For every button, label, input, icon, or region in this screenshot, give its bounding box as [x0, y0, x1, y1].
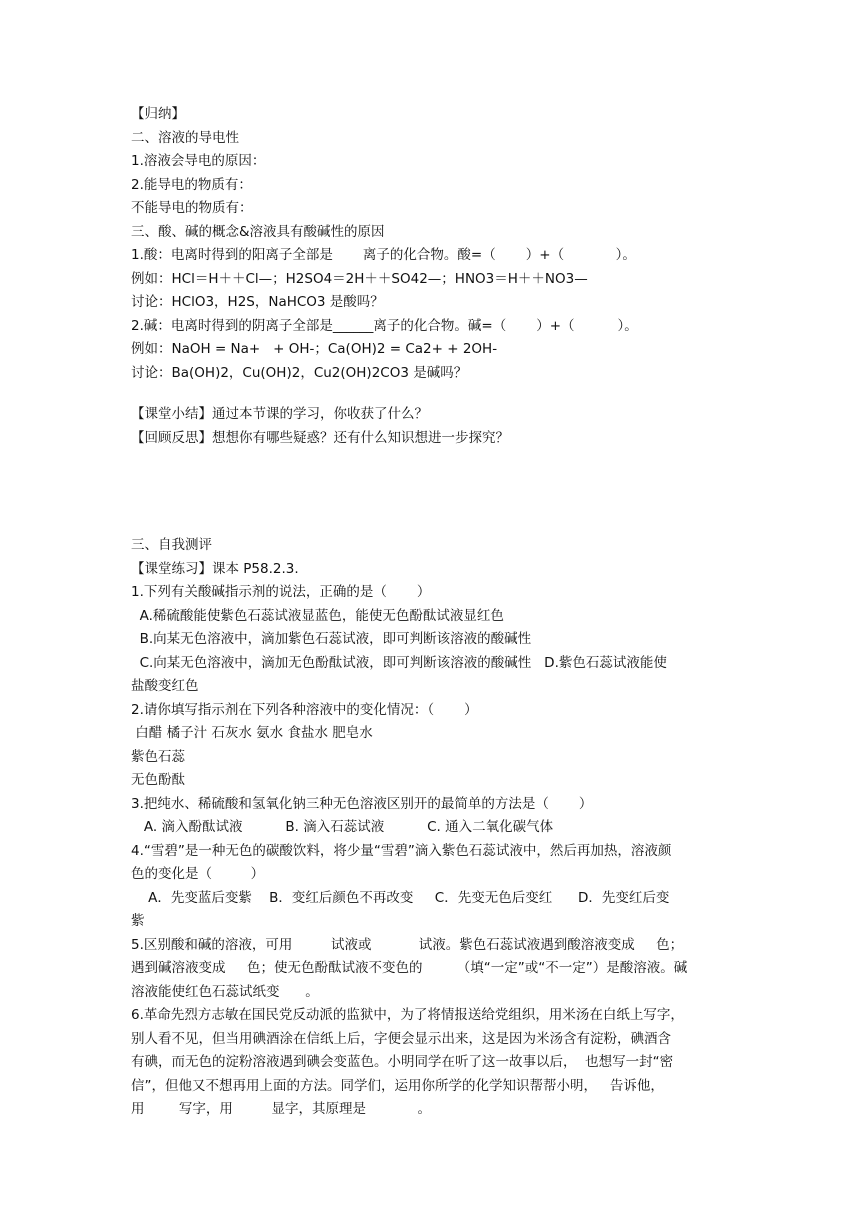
- heading-acid-base: 三、酸、碱的概念&溶液具有酸碱性的原因: [131, 223, 385, 240]
- text-line: A.稀硫酸能使紫色石蕊试液显蓝色，能使无色酚酞试液显红色: [131, 607, 504, 624]
- text-line: 例如：HCl＝H＋＋Cl—；H2SO4＝2H＋＋SO42—；HNO3＝H＋＋NO3—: [131, 270, 588, 287]
- question-6: 6.革命先烈方志敏在国民党反动派的监狱中，为了将情报送给党组织，用米汤在白纸上写字，: [131, 1007, 684, 1023]
- heading-conductivity: 二、溶液的导电性: [131, 129, 239, 146]
- question-2: 2.请你填写指示剂在下列各种溶液中的变化情况：（ ）: [131, 701, 478, 718]
- text-line: 用 写字，用 显字，其原理是 。: [131, 1101, 431, 1117]
- text-line: 无色酚酞: [131, 772, 185, 788]
- reflection-section: [131, 403, 741, 450]
- text-line: 例如：NaOH = Na+ + OH-；Ca(OH)2 = Ca2+ + 2OH-: [131, 341, 498, 357]
- text-line: 1.酸：电离时得到的阳离子全部是 离子的化合物。酸=（ ）+（ ）。: [131, 247, 636, 263]
- self-assessment-section: [131, 534, 741, 1122]
- text-line: 2.碱：电离时得到的阴离子全部是______离子的化合物。碱=（ ）+（ ）。: [131, 317, 638, 334]
- question-5: 5.区别酸和碱的溶液，可用 试液或 试液。紫色石蕊试液遇到酸溶液变成 色；: [131, 936, 684, 953]
- text-line: 白醋 橘子汁 石灰水 氨水 食盐水 肥皂水: [131, 725, 373, 741]
- question-1: 1.下列有关酸碱指示剂的说法，正确的是（ ）: [131, 584, 431, 600]
- text-line: 1.溶液会导电的原因：: [131, 153, 266, 169]
- text-line: A. 滴入酚酞试液 B. 滴入石蕊试液 C. 通入二氧化碳气体: [131, 819, 554, 835]
- text-line: 【回顾反思】想想你有哪些疑惑？还有什么知识想进一步探究？: [131, 429, 509, 446]
- question-4: 4.“雪碧”是一种无色的碳酸饮料，将少量“雪碧”滴入紫色石蕊试液中，然后再加热，溶液颜: [131, 842, 672, 859]
- text-line: 色的变化是（ ）: [131, 866, 265, 882]
- question-3: 3.把纯水、稀硫酸和氢氧化钠三种无色溶液区别开的最简单的方法是（ ）: [131, 795, 593, 812]
- text-line: 溶液能使红色石蕊试纸变 。: [131, 983, 319, 1000]
- text-line: 盐酸变红色: [131, 678, 199, 694]
- text-line: 【课堂练习】课本 P58.2.3.: [131, 560, 299, 577]
- text-line: 别人看不见，但当用碘酒涂在信纸上后，字便会显示出来，这是因为米汤含有淀粉，碘酒含: [131, 1030, 671, 1047]
- text-line: 有碘，而无色的淀粉溶液遇到碘会变蓝色。小明同学在听了这一故事以后， 也想写一封“密: [131, 1054, 674, 1070]
- text-line: 讨论：Ba(OH)2，Cu(OH)2，Cu2(OH)2CO3 是碱吗？: [131, 364, 468, 381]
- summary-section: [131, 103, 741, 385]
- heading-summary: 【归纳】: [131, 106, 185, 122]
- text-line: 不能导电的物质有：: [131, 200, 253, 216]
- document-page: [131, 103, 741, 1122]
- text-line: C.向某无色溶液中，滴加无色酚酞试液，即可判断该溶液的酸碱性 D.紫色石蕊试液能使: [131, 654, 667, 671]
- text-line: B.向某无色溶液中，滴加紫色石蕊试液，即可判断该溶液的酸碱性: [131, 631, 532, 647]
- text-line: 讨论：HClO3，H2S，NaHCO3 是酸吗？: [131, 294, 384, 310]
- text-line: 信”，但他又不想再用上面的方法。同学们，运用你所学的化学知识帮帮小明， 告诉他，: [131, 1077, 664, 1094]
- text-line: 紫色石蕊: [131, 748, 185, 765]
- text-line: 2.能导电的物质有：: [131, 176, 252, 193]
- text-line: 紫: [131, 913, 145, 929]
- heading-self-assessment: 三、自我测评: [131, 537, 212, 553]
- text-line: 遇到碱溶液变成 色；使无色酚酞试液不变色的 （填“一定”或“不一定”）是酸溶液。碱: [131, 960, 688, 976]
- text-line: 【课堂小结】通过本节课的学习，你收获了什么？: [131, 406, 428, 422]
- text-line: A．先变蓝后变紫 B．变红后颜色不再改变 C．先变无色后变红 D．先变红后变: [131, 889, 670, 906]
